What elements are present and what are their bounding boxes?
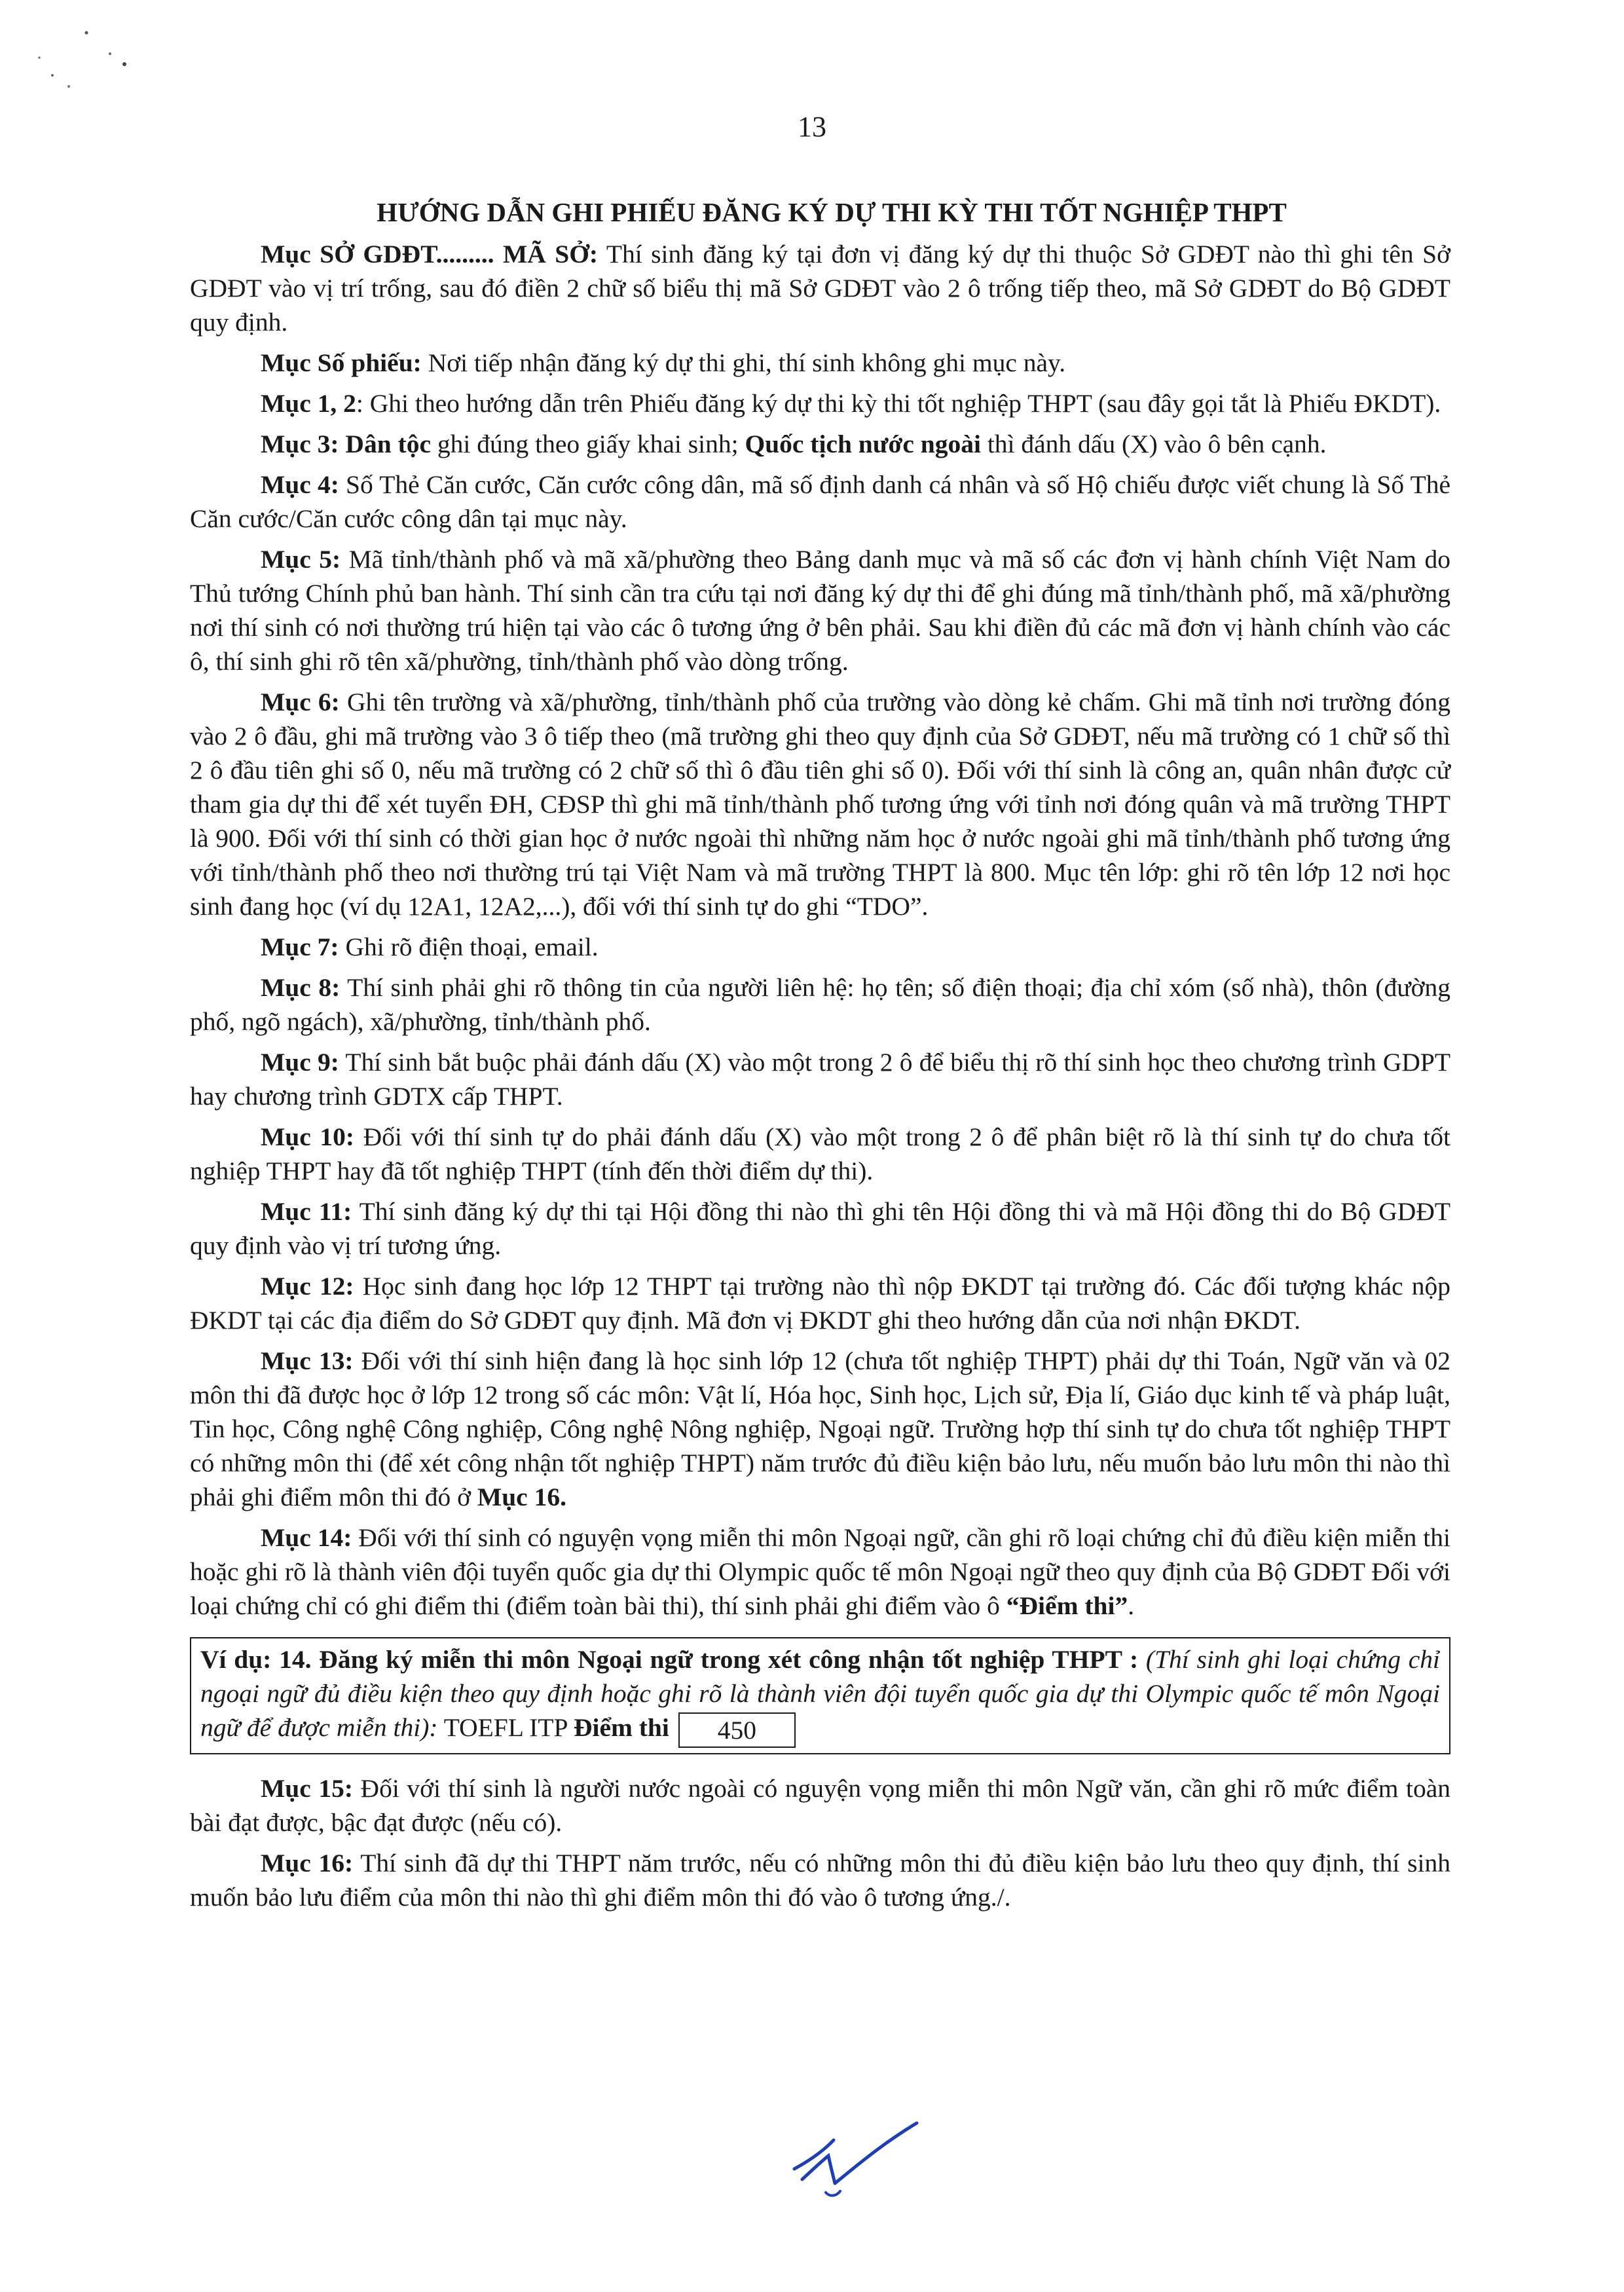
example-note: (Thí sinh ghi loại chứng chỉ ngoại ngữ đủ điều kiện theo quy định hoặc ghi rõ là thành viên đội tuyển quốc gia dự thi Olympic quốc tế môn Ngoại ngữ để được miễn thi):: [200, 1645, 1441, 1742]
section-label: Mục 3: Dân tộc: [261, 430, 431, 458]
section-label-secondary: Quốc tịch nước ngoài: [745, 430, 981, 458]
section-so-phieu: [190, 346, 1450, 380]
section-text: ghi đúng theo giấy khai sinh;: [431, 430, 745, 458]
section-text-secondary: thì đánh dấu (X) vào ô bên cạnh.: [980, 430, 1327, 458]
example-score-box: 450: [678, 1712, 796, 1748]
section-label-secondary: Mục 16.: [477, 1483, 566, 1511]
section-muc-12: [190, 1269, 1450, 1337]
example-label: Ví dụ: 14. Đăng ký miễn thi môn Ngoại ngữ trong xét công nhận tốt nghiệp THPT :: [200, 1645, 1139, 1674]
section-muc-16: [190, 1846, 1450, 1914]
section-text: Đối với thí sinh tự do phải đánh dấu (X) vào một trong 2 ô để phân biệt rõ là thí sinh tự do chưa tốt nghiệp THPT hay đã tốt nghiệp THPT (tính đến thời điểm dự thi).: [190, 1122, 1451, 1185]
section-label: Mục Số phiếu:: [261, 348, 422, 377]
section-label: Mục 6:: [261, 688, 340, 716]
section-label: Mục 9:: [261, 1048, 339, 1077]
example-score-label: Điểm thi: [573, 1713, 669, 1742]
section-label: Mục SỞ GDĐT......... MÃ SỞ:: [261, 240, 599, 268]
section-muc-5: [190, 542, 1450, 678]
document-title: HƯỚNG DẪN GHI PHIẾU ĐĂNG KÝ DỰ THI KỲ THI TỐT NGHIỆP THPT: [377, 197, 1287, 227]
section-label: Mục 12:: [261, 1272, 354, 1301]
section-muc-7: [190, 930, 1450, 964]
section-text: Đối với thí sinh hiện đang là học sinh lớp 12 (chưa tốt nghiệp THPT) phải dự thi Toán, Ngữ văn và 02 môn thi đã được học ở lớp 12 trong số các môn: Vật lí, Hóa học, Sinh học, Lịch sử, Địa lí, Giáo dục kinh tế và pháp luật, Tin học, Công nghệ Công nghiệp, Công nghệ Nông nghiệp, Ngoại ngữ. Trường hợp thí sinh tự do chưa tốt nghiệp THPT có những môn thi (để xét công nhận tốt nghiệp THPT) năm trước đủ điều kiện bảo lưu, nếu muốn bảo lưu môn thi nào thì phải ghi điểm môn thi đó ở: [190, 1346, 1451, 1511]
section-text: Thí sinh phải ghi rõ thông tin của người liên hệ: họ tên; số điện thoại; địa chỉ xóm (số nhà), thôn (đường phố, ngõ ngách), xã/phường, tỉnh/thành phố.: [190, 973, 1450, 1036]
section-text-secondary: .: [1128, 1591, 1135, 1620]
section-muc-10: [190, 1120, 1450, 1188]
section-text: Đối với thí sinh có nguyện vọng miễn thi môn Ngoại ngữ, cần ghi rõ loại chứng chỉ đủ điều kiện miễn thi hoặc ghi rõ là thành viên đội tuyển quốc gia dự thi Olympic quốc tế môn Ngoại ngữ theo quy định của Bộ GDĐT Đối với loại chứng chỉ có ghi điểm thi (điểm toàn bài thi), thí sinh phải ghi điểm vào ô: [190, 1523, 1450, 1620]
section-muc-3: [190, 427, 1450, 461]
section-text: Đối với thí sinh là người nước ngoài có nguyện vọng miễn thi môn Ngữ văn, cần ghi rõ mức điểm toàn bài đạt được, bậc đạt được (nếu có).: [190, 1773, 1450, 1837]
section-label-secondary: “Điểm thi”: [1006, 1591, 1128, 1620]
section-so-gddt: [190, 237, 1450, 339]
section-muc-4: [190, 468, 1450, 536]
section-muc-15: [190, 1771, 1450, 1839]
section-text: Mã tỉnh/thành phố và mã xã/phường theo Bảng danh mục và mã số các đơn vị hành chính Việt Nam do Thủ tướng Chính phủ ban hành. Thí sinh cần tra cứu tại nơi đăng ký dự thi để ghi đúng mã tỉnh/thành phố, mã xã/phường nơi thí sinh có nơi thường trú hiện tại vào các ô tương ứng ở bên phải. Sau khi điền đủ các mã đơn vị hành chính vào các ô, thí sinh ghi rõ tên xã/phường, tỉnh/thành phố vào dòng trống.: [190, 545, 1450, 676]
section-text: Ghi rõ điện thoại, email.: [339, 933, 599, 961]
section-muc-9: [190, 1045, 1450, 1113]
section-text: Thí sinh đăng ký tại đơn vị đăng ký dự thi thuộc Sở GDĐT nào thì ghi tên Sở GDĐT vào vị trí trống, sau đó điền 2 chữ số biểu thị mã Sở GDĐT vào 2 ô trống tiếp theo, mã Sở GDĐT do Bộ GDĐT quy định.: [190, 240, 1450, 337]
section-label: Mục 5:: [261, 545, 341, 574]
section-label: Mục 15:: [261, 1773, 353, 1803]
section-muc-6: [190, 685, 1450, 923]
section-label: Mục 16:: [261, 1848, 354, 1877]
section-muc-13: [190, 1344, 1450, 1514]
signature-mark: [783, 2115, 933, 2200]
section-muc-14: [190, 1521, 1450, 1623]
section-label: Mục 13:: [261, 1346, 354, 1375]
section-label: Mục 10:: [261, 1122, 355, 1151]
example-box: [190, 1637, 1450, 1754]
section-label: Mục 1, 2: [261, 389, 356, 418]
section-text: Thí sinh bắt buộc phải đánh dấu (X) vào một trong 2 ô để biểu thị rõ thí sinh học theo chương trình GDPT hay chương trình GDTX cấp THPT.: [190, 1048, 1450, 1111]
section-text: Nơi tiếp nhận đăng ký dự thi ghi, thí sinh không ghi mục này.: [421, 348, 1066, 377]
section-text: Thí sinh đã dự thi THPT năm trước, nếu có những môn thi đủ điều kiện bảo lưu theo quy định, thí sinh muốn bảo lưu điểm của môn thi nào thì ghi điểm môn thi đó vào ô tương ứng./.: [190, 1848, 1451, 1912]
section-text: Thí sinh đăng ký dự thi tại Hội đồng thi nào thì ghi tên Hội đồng thi và mã Hội đồng thi do Bộ GDĐT quy định vào vị trí tương ứng.: [190, 1197, 1450, 1260]
section-text: : Ghi theo hướng dẫn trên Phiếu đăng ký dự thi kỳ thi tốt nghiệp THPT (sau đây gọi tắt là Phiếu ĐKDT).: [356, 389, 1441, 418]
section-label: Mục 14:: [261, 1523, 352, 1552]
section-text: Số Thẻ Căn cước, Căn cước công dân, mã số định danh cá nhân và số Hộ chiếu được viết chung là Số Thẻ Căn cước/Căn cước công dân tại mục này.: [190, 470, 1450, 533]
section-muc-8: [190, 970, 1450, 1039]
section-label: Mục 11:: [261, 1197, 352, 1226]
section-label: Mục 4:: [261, 470, 339, 499]
section-label: Mục 8:: [261, 973, 341, 1002]
section-label: Mục 7:: [261, 933, 339, 961]
scan-specks: [26, 13, 144, 98]
document-body: [190, 237, 1450, 1921]
example-certificate: TOEFL ITP: [437, 1713, 574, 1742]
page-number: 13: [798, 111, 826, 143]
section-text: Ghi tên trường và xã/phường, tỉnh/thành phố của trường vào dòng kẻ chấm. Ghi mã tỉnh nơi trường đóng vào 2 ô đầu, ghi mã trường vào 3 ô tiếp theo (mã trường ghi theo quy định của Sở GDĐT, nếu mã trường có 1 chữ số thì 2 ô đầu tiên ghi số 0, nếu mã trường có 2 chữ số thì ô đầu tiên ghi số 0). Đối với thí sinh là công an, quân nhân được cử tham gia dự thi để xét tuyển ĐH, CĐSP thì ghi mã tỉnh/thành phố tương ứng với tỉnh nơi đóng quân và mã trường THPT là 900. Đối với thí sinh có thời gian học ở nước ngoài thì những năm học ở nước ngoài ghi mã tỉnh/thành phố tương ứng với tỉnh/thành phố theo nơi thường trú tại Việt Nam và mã trường THPT là 800. Mục tên lớp: ghi rõ tên lớp 12 nơi học sinh đang học (ví dụ 12A1, 12A2,...), đối với thí sinh tự do ghi “TDO”.: [190, 688, 1450, 921]
section-muc-1-2: [190, 386, 1450, 420]
section-text: Học sinh đang học lớp 12 THPT tại trường nào thì nộp ĐKDT tại trường đó. Các đối tượng khác nộp ĐKDT tại các địa điểm do Sở GDĐT quy định. Mã đơn vị ĐKDT ghi theo hướng dẫn của nơi nhận ĐKDT.: [190, 1272, 1451, 1335]
section-muc-11: [190, 1194, 1450, 1263]
